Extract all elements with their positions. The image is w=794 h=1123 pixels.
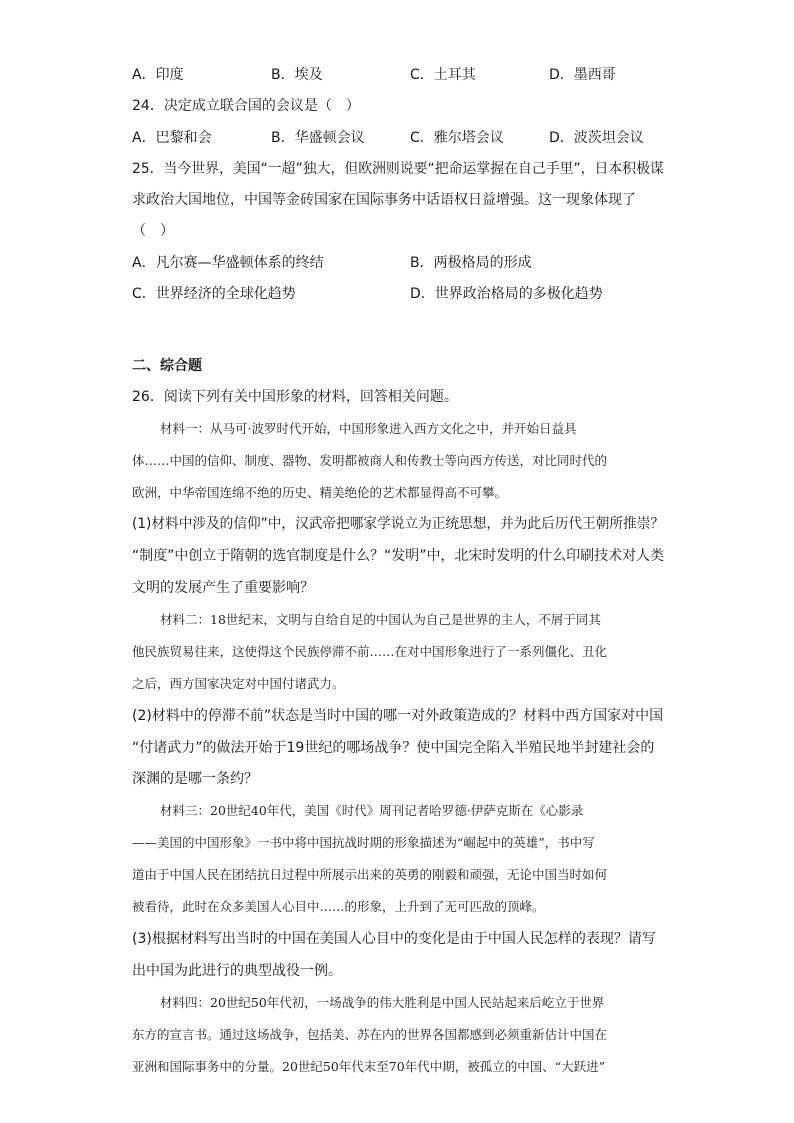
q25-option-b: B．两极格局的形成 <box>410 255 532 271</box>
q25-option-d: D．世界政治格局的多极化趋势 <box>410 286 603 302</box>
material1-line: 欧洲，中华帝国连绵不绝的历史、精美绝伦的艺术都显得高不可攀。 <box>132 485 508 500</box>
question3-line: 出中国为此进行的典型战役一例。 <box>132 963 342 979</box>
question3-line: (3)根据材料写出当时的中国在美国人心目中的变化是由于中国人民怎样的表现？请写 <box>132 931 656 947</box>
question2-line: (2)材料中的停滞不前”状态是当时中国的哪一对外政策造成的？材料中西方国家对中国 <box>132 708 664 724</box>
q24-option-a: A．巴黎和会 <box>132 130 212 146</box>
material4-line: 材料四：20世纪50年代初，一场战争的伟大胜利是中国人民站起来后屹立于世界 <box>160 995 605 1010</box>
material1-line: 材料一：从马可·波罗时代开始，中国形象进入西方文化之中，并开始日益具 <box>160 421 577 436</box>
q24-option-d: D．波茨坦会议 <box>549 130 644 146</box>
q26-stem: 26．阅读下列有关中国形象的材料，回答相关问题。 <box>132 389 458 405</box>
material2-line: 材料二：18世纪末，文明与自给自足的中国认为自己是世界的主人，不屑于同其 <box>160 612 601 627</box>
q25-stem-line1: 25．当今世界，美国“一超”独大，但欧洲则说要“把命运掌握在自己手里”，日本积极谋 <box>132 161 664 177</box>
material2-line: 他民族贸易往来，这使得这个民族停滞不前……在对中国形象进行了一系列僵化、丑化 <box>132 644 608 659</box>
q23-option-a: A．印度 <box>132 67 184 83</box>
material1-line: 体……中国的信仰、制度、器物、发明都被商人和传教士等向西方传送，对比同时代的 <box>132 453 608 468</box>
question1-line: “制度”中创立于隋朝的选官制度是什么？“发明”中，北宋时发明的什么印刷技术对人类 <box>132 548 665 564</box>
q24-option-b: B．华盛顿会议 <box>271 130 365 146</box>
q23-option-b: B．埃及 <box>271 67 323 83</box>
question2-line: “付诸武力”的做法开始于19世纪的哪场战争？使中国完全陷入半殖民地半封建社会的 <box>132 740 655 756</box>
q25-stem-line2: 求政治大国地位，中国等金砖国家在国际事务中话语权日益增强。这一现象体现了 <box>132 192 636 208</box>
q23-option-c: C．土耳其 <box>410 67 476 83</box>
material4-line: 东方的宣言书。通过这场战争，包括美、苏在内的世界各国都感到必须重新估计中国在 <box>132 1027 608 1042</box>
material4-line: 亚洲和国际事务中的分量。20世纪50年代末至70年代中期，被孤立的中国、“大跃进” <box>132 1059 605 1074</box>
q25-stem-line3: （ ） <box>132 223 174 239</box>
material2-line: 之后，西方国家决定对中国付诸武力。 <box>132 676 345 691</box>
q23-option-d: D．墨西哥 <box>549 67 616 83</box>
q25-option-a: A．凡尔赛—华盛顿体系的终结 <box>132 255 324 271</box>
q25-option-c: C．世界经济的全球化趋势 <box>132 286 296 302</box>
question1-line: 文明的发展产生了重要影响？ <box>132 580 314 596</box>
material3-line: 被看待，此时在众多美国人心目中……的形象，上升到了无可匹敌的顶峰。 <box>132 899 545 914</box>
q24-option-c: C．雅尔塔会议 <box>410 130 504 146</box>
section-title: 二、综合题 <box>132 358 202 374</box>
material3-line: 材料三：20世纪40年代，美国《时代》周刊记者哈罗德·伊萨克斯在《心影录 <box>160 803 584 818</box>
material3-line: ——美国的中国形象》一书中将中国抗战时期的形象描述为“崛起中的英雄”，书中写 <box>132 835 595 850</box>
material3-line: 道由于中国人民在团结抗日过程中所展示出来的英勇的刚毅和顽强，无论中国当时如何 <box>132 867 608 882</box>
question1-line: (1)材料中涉及的信仰”中，汉武帝把哪家学说立为正统思想，并为此后历代王朝所推崇？ <box>132 516 665 532</box>
q24-stem: 24．决定成立联合国的会议是（ ） <box>132 98 360 114</box>
question2-line: 深渊的是哪一条约？ <box>132 771 258 787</box>
